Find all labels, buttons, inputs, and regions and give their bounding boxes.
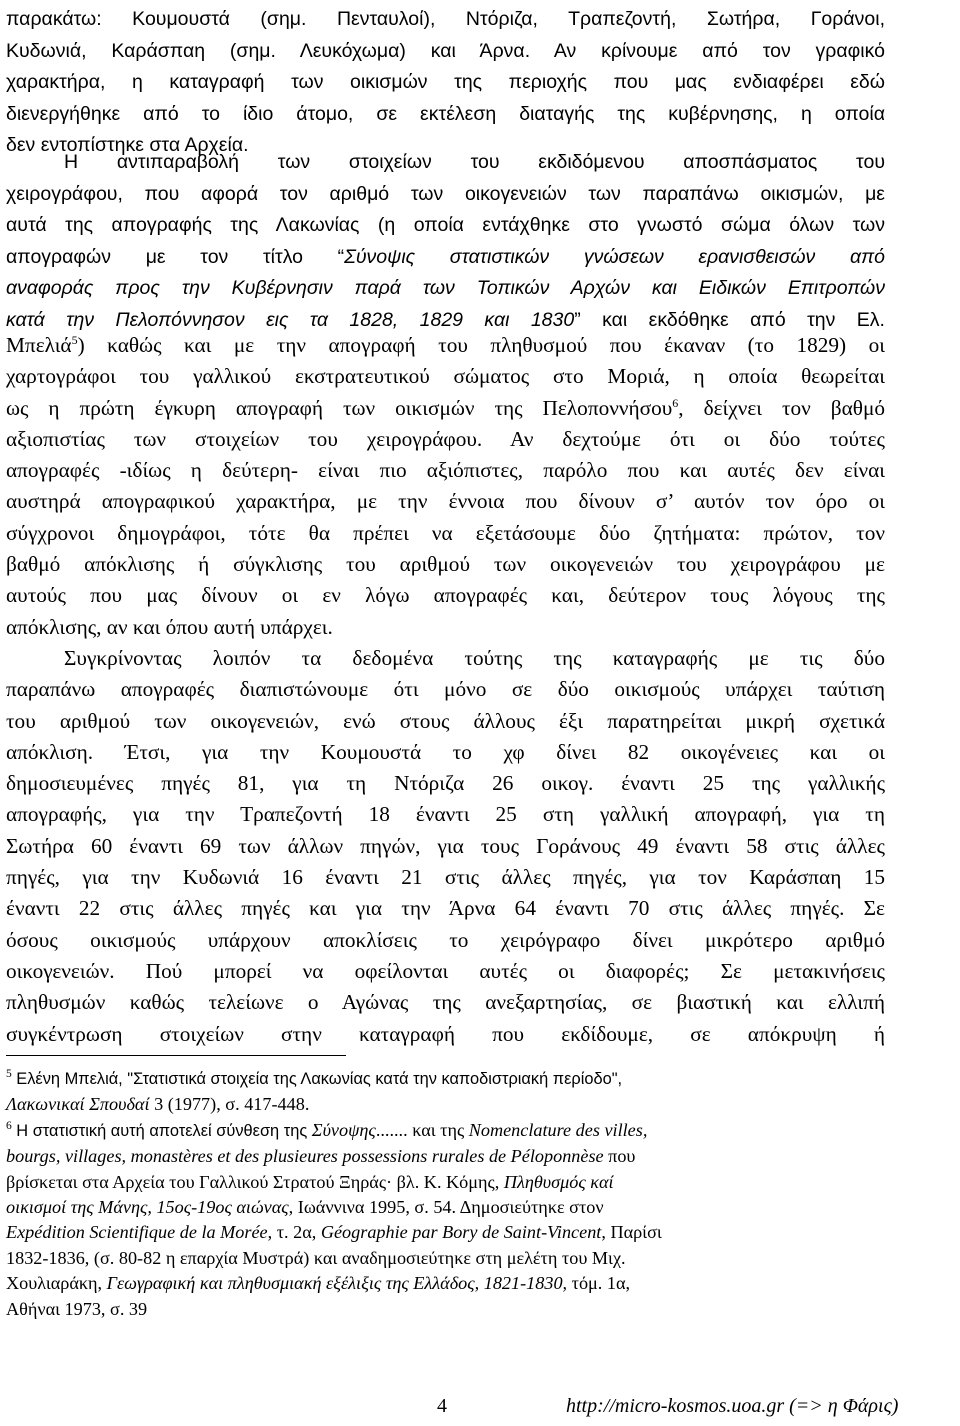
footnote-text: Ιωάννινα 1995, σ. 54. Δημοσιεύτηκε στον <box>293 1197 604 1218</box>
italic-fragment: Πληθυσμός καί <box>503 1171 614 1192</box>
footnote-text: Η στατιστική αυτή αποτελεί σύνθεση της <box>11 1121 312 1140</box>
footnote-6-cont <box>6 1195 885 1220</box>
footnote-text: ....... και της <box>375 1119 469 1140</box>
text-line <box>6 393 885 424</box>
text-line: διενεργήθηκε από το ίδιο άτομο, σε εκτέλεση διαταγής της κυβέρνησης, η οποία <box>6 102 885 125</box>
text-line: σύγχρονοι δημογράφοι, τότε θα πρέπει να εξετάσουμε δύο ζητήματα: πρώτον, τον <box>6 520 885 545</box>
text-fragment: ) καθώς και με την απογραφή του πληθυσμού που έκαναν (το 1829) οι <box>77 333 885 357</box>
text-line: αυτούς που μας δίνουν οι εν λόγω απογραφές και, δεύτερον τους λόγους της <box>6 583 885 608</box>
text-line: παραπάνω απογραφές διαπιστώνουμε ότι μόνο σε δύο οικισμούς υπάρχει ταύτιση <box>6 677 885 702</box>
text-fragment: , δείχνει τον βαθμό <box>678 395 886 420</box>
text-line: χαρτογράφοι του γαλλικού εκστρατευτικού σώματος στο Μοριά, η οποία θεωρείται <box>6 364 885 389</box>
book-title-fragment: κατά την Πελοπόννησον εις τα 1828, 1829 και 1830 <box>6 308 575 331</box>
text-line: του αριθμού των οικογενειών, ενώ στους άλλους έξι παρατηρείται μικρή σχετικά <box>6 708 885 733</box>
text-line <box>6 330 885 361</box>
text-line <box>6 242 885 274</box>
italic-fragment: Nomenclature des villes, <box>468 1119 648 1140</box>
footnote-6-cont: Αθήναι 1973, σ. 39 <box>6 1298 148 1319</box>
page-number: 4 <box>437 1395 447 1417</box>
footnote-text: 3 (1977), σ. 417-448. <box>149 1094 310 1115</box>
footnote-6 <box>6 1118 885 1144</box>
text-line: όσους οικισμούς υπάρχουν αποκλίσεις το χειρόγραφο δίνει μικρότερο αριθμό <box>6 927 885 952</box>
footnote-text: που <box>603 1146 636 1167</box>
footnote-6-cont <box>6 1271 885 1296</box>
text-line: απόκλιση. Έτσι, για την Κουμουστά το χφ δίνει 82 οικογένειες και οι <box>6 739 885 764</box>
text-line: χειρογράφου, που αφορά τον αριθμό των οικογενειών των παραπάνω οικισμών, με <box>6 182 885 205</box>
footnote-ref-6[interactable]: 6 <box>672 395 679 410</box>
text-line: βαθμό απόκλισης ή σύγκλισης του αριθμού των οικογενειών του χειρογράφου με <box>6 552 885 577</box>
site-link[interactable]: http://micro-kosmos.uoa.gr (=> η Φάρις) <box>566 1395 899 1417</box>
text-line: δεν εντοπίστηκε στα Αρχεία. <box>6 134 249 157</box>
italic-fragment: bourgs, villages, monastères et des plusieures possessions rurales de Péloponnèse <box>6 1146 604 1167</box>
paragraph-1 <box>6 4 885 162</box>
text-line: έναντι 22 στις άλλες πηγές και για την Άρνα 64 έναντι 70 στις άλλες πηγές. Σε <box>6 896 885 921</box>
text-line: Η αντιπαραβολή των στοιχείων του εκδιδόμενου αποσπάσματος του <box>64 151 885 173</box>
footnote-6-cont <box>6 1170 885 1195</box>
footnote-number: 5 <box>6 1067 12 1080</box>
footnote-6-cont <box>6 1220 885 1245</box>
text-line: αξιοπιστίας των στοιχείων του χειρογράφου. Αν δεχτούμε ότι οι δύο τούτες <box>6 426 885 451</box>
text-fragment: ως η πρώτη έγκυρη απογραφή των οικισμών της Πελοποννήσου <box>6 395 673 420</box>
text-line: πηγές, για την Κυδωνιά 16 έναντι 21 στις άλλες πηγές, για τον Καράσπαη 15 <box>6 865 885 890</box>
italic-fragment: οικισμοί της Μάνης, 15ος-19ος αιώνας, <box>6 1197 294 1218</box>
italic-fragment: Géographie par Bory de Saint-Vincent <box>320 1222 602 1243</box>
text-line: χαρακτήρα, η καταγραφή των οικισμών της περιοχής που μας ενδιαφέρει εδώ <box>6 71 885 94</box>
footnote-text: τόμ. 1α, <box>567 1273 631 1294</box>
paragraph-2-serif <box>6 330 885 1050</box>
book-title-fragment: Σύνοψις στατιστικών γνώσεων ερανισθεισών από <box>344 245 885 268</box>
text-line: Συγκρίνοντας λοιπόν τα δεδομένα τούτης της καταγραφής με τις δύο <box>64 645 885 670</box>
text-fragment: Μπελιά <box>6 333 72 357</box>
text-line: απογραφής, για την Τραπεζοντή 18 έναντι 25 στη γαλλική απογραφή, για τη <box>6 802 885 827</box>
italic-fragment: Expédition Scientifique de la Morée <box>6 1222 268 1243</box>
footnote-text: Χουλιαράκη, <box>6 1273 107 1294</box>
italic-fragment: Σύνοψης <box>311 1119 376 1140</box>
text-line: Κυδωνιά, Καράσπαη (σημ. Λευκόχωμα) και Άρνα. Αν κρίνουμε από τον γραφικό <box>6 39 885 62</box>
footnote-text: , τ. 2α, <box>267 1222 321 1243</box>
text-line: δημοσιευμένες πηγές 81, για τη Ντόριζα 26 οικογ. έναντι 25 της γαλλικής <box>6 771 885 796</box>
footnote-5 <box>6 1066 885 1092</box>
footnotes <box>6 1066 885 1322</box>
text-fragment: ” και εκδόθηκε από την Ελ. <box>574 308 885 331</box>
text-line: συγκέντρωση στοιχείων στην καταγραφή που εκδίδουμε, σε απόκρυψη ή <box>6 1021 885 1046</box>
book-title-line: αναφοράς προς την Κυβέρνησιν παρά των Τοπικών Αρχών και Ειδικών Επιτροπών <box>6 277 885 300</box>
text-line: αυστηρά απογραφικού χαρακτήρα, με την έννοια που δίνουν σ’ αυτόν τον όρο οι <box>6 489 885 514</box>
footnote-separator <box>6 1055 346 1056</box>
text-line: πληθυσμών καθώς τελείωνε ο Αγώνας της ανεξαρτησίας, σε βιαστική και ελλιπή <box>6 990 885 1015</box>
footnote-6-cont: 1832-1836, (σ. 80-82 η επαρχία Μυστρά) και αναδημοσιεύτηκε στη μελέτη του Μιχ. <box>6 1247 626 1268</box>
text-line: οικογενειών. Πού μπορεί να οφείλονται αυτές οι διαφορές; Σε μετακινήσεις <box>6 958 885 983</box>
text-line: Σωτήρα 60 έναντι 69 των άλλων πηγών, για τους Γοράνους 49 έναντι 58 στις άλλες <box>6 833 885 858</box>
text-line: απογραφές -ιδίως η δεύτερη- είναι πιο αξιόπιστες, παρόλο που και αυτές δεν είναι <box>6 458 885 483</box>
footnote-5-cont <box>6 1092 885 1117</box>
footnote-6-cont <box>6 1144 885 1169</box>
italic-fragment: Γεωγραφική και πληθυσμιακή εξέλιξις της Ελλάδος, 1821-1830, <box>106 1273 568 1294</box>
paragraph-2-sans <box>6 147 885 337</box>
footnote-text: βρίσκεται στα Αρχεία του Γαλλικού Στρατού Ξηράς· βλ. Κ. Κόμης, <box>6 1171 504 1192</box>
text-fragment: απογραφών με τον τίτλο “ <box>6 245 345 268</box>
footnote-text: Ελένη Μπελιά, "Στατιστικά στοιχεία της Λακωνίας κατά την καποδιστριακή περίοδο", <box>11 1070 623 1088</box>
text-line: παρακάτω: Κουμουστά (σημ. Πενταυλοί), Ντόριζα, Τραπεζοντή, Σωτήρα, Γοράνοι, <box>6 8 885 30</box>
journal-title: Λακωνικαί Σπουδαί <box>6 1094 150 1115</box>
text-line: απόκλισης, αν και όπου αυτή υπάρχει. <box>6 614 333 639</box>
footnote-text: , Παρίσι <box>601 1222 662 1243</box>
text-line: αυτά της απογραφής της Λακωνίας (η οποία εντάχθηκε στο γνωστό σώμα όλων των <box>6 214 885 237</box>
footnote-ref-5[interactable]: 5 <box>71 332 78 347</box>
footnote-number: 6 <box>6 1119 12 1132</box>
